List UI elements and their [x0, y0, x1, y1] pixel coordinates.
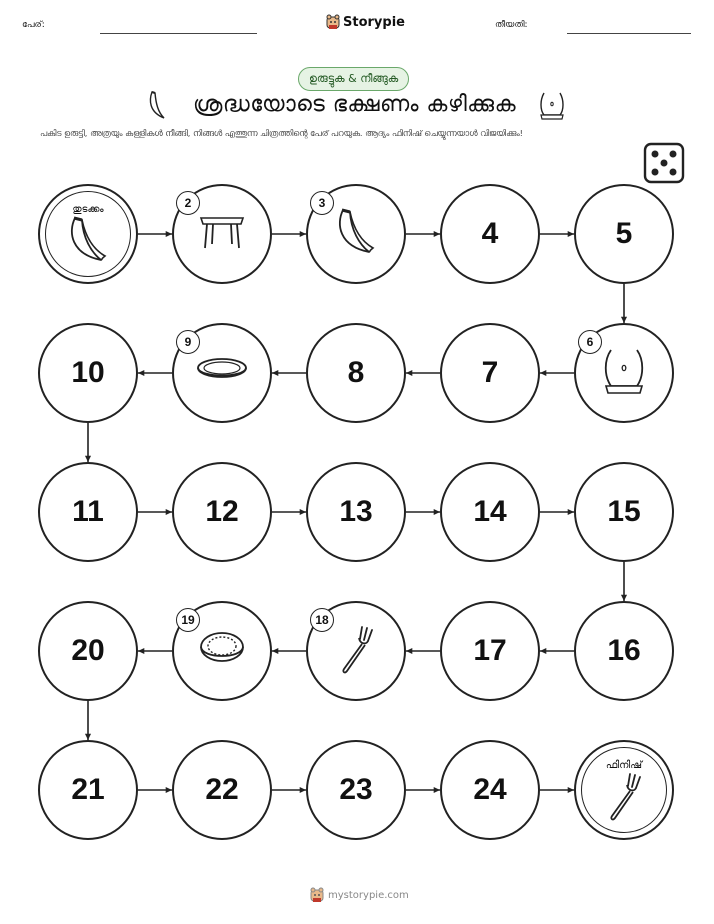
arrow-head [85, 456, 91, 462]
cell-number: 23 [339, 773, 373, 806]
start-label: തുടക്കം [72, 204, 104, 215]
page-title: ശ്രദ്ധയോടെ ഭക്ഷണം കഴിക്കുക [193, 92, 517, 117]
cell-number-badge: 6 [578, 330, 602, 354]
footer [310, 887, 409, 903]
arrow-head [166, 231, 172, 237]
arrow-head [300, 509, 306, 515]
arrow-head [272, 648, 278, 654]
cell-number-badge: 9 [176, 330, 200, 354]
arrow-head [621, 595, 627, 601]
cell-number: 15 [607, 495, 641, 528]
name-label: പേര്: [22, 20, 45, 30]
cell-number: 13 [339, 495, 373, 528]
arrow-head [540, 648, 546, 654]
arrow-head [406, 648, 412, 654]
cell-number-badge: 2 [176, 191, 200, 215]
arrow-head [540, 370, 546, 376]
cell-number: 20 [71, 634, 105, 667]
cell-number-badge: 18 [310, 608, 334, 632]
brand-name: Storypie [343, 14, 405, 30]
arrow-head [166, 509, 172, 515]
cell-number: 7 [481, 356, 499, 389]
arrow-head [434, 231, 440, 237]
cell-number-badge: 3 [310, 191, 334, 215]
cell-number: 5 [615, 217, 633, 250]
arrow-head [434, 787, 440, 793]
cell-number: 22 [205, 773, 239, 806]
date-label: തീയതി: [495, 20, 528, 30]
stool-icon [197, 212, 247, 256]
banana-icon [65, 214, 111, 270]
belly-icon [601, 346, 647, 400]
arrow-head [166, 787, 172, 793]
banana-icon [333, 206, 379, 262]
arrow-head [406, 370, 412, 376]
storypie-mascot-icon [310, 887, 324, 903]
arrow-head [434, 509, 440, 515]
pie-icon [198, 629, 246, 673]
arrow-head [85, 734, 91, 740]
cell-number: 17 [473, 634, 507, 667]
cell-number: 14 [473, 495, 507, 528]
arrow-head [568, 509, 574, 515]
cell-number: 24 [473, 773, 507, 806]
arrow-head [272, 370, 278, 376]
cell-number: 16 [607, 634, 641, 667]
cell-number: 11 [72, 495, 104, 528]
instructions: പകിട ഉരുട്ടി, അത്രയും കള്ളികൾ നീങ്ങി, നിങ്ങൾ എത്തുന്ന ചിത്രത്തിന്റെ പേര് പറയുക. ആദ്യം ഫിനിഷ് ചെയ്യുന്നയാൾ വിജയിക്കും! [40, 128, 523, 138]
arrow-head [138, 648, 144, 654]
cell-number-badge: 19 [176, 608, 200, 632]
arrow-head [300, 231, 306, 237]
fork-icon [336, 623, 376, 679]
cell-number: 12 [205, 495, 239, 528]
fork-icon [604, 770, 644, 826]
arrow-head [621, 317, 627, 323]
cell-number: 21 [71, 773, 105, 806]
activity-tag: ഉരുട്ടുക & നീങ്ങുക [298, 67, 409, 91]
arrow-head [138, 370, 144, 376]
footer-url: mystorypie.com [328, 889, 409, 901]
cell-number: 8 [347, 356, 365, 389]
arrow-head [568, 787, 574, 793]
arrow-head [568, 231, 574, 237]
arrow-head [300, 787, 306, 793]
plate-icon [195, 356, 249, 390]
finish-label: ഫിനിഷ് [605, 760, 643, 771]
cell-number: 4 [481, 217, 499, 250]
cell-number: 10 [71, 356, 105, 389]
